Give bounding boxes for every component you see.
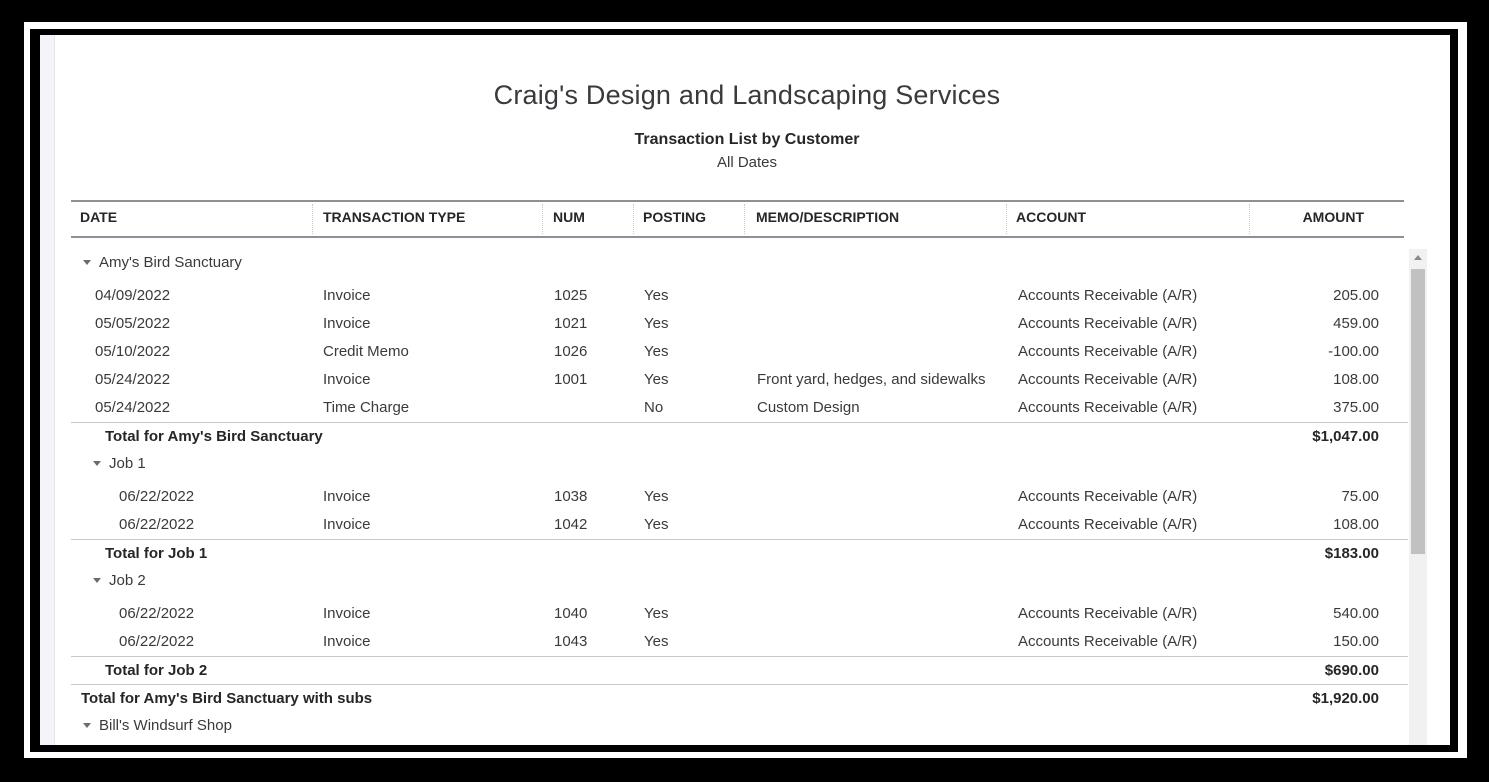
- company-name: Craig's Design and Landscaping Services: [493, 80, 1001, 110]
- total-row: [71, 540, 1408, 568]
- table-header: [71, 200, 1404, 238]
- row-date[interactable]: 05/05/2022: [95, 315, 171, 332]
- group-name: Bill's Windsurf Shop: [99, 717, 232, 734]
- row-num: 1038: [554, 488, 588, 505]
- report-title: Transaction List by Customer: [634, 131, 860, 148]
- row-posting: Yes: [644, 488, 669, 505]
- table-row[interactable]: [71, 600, 1408, 628]
- row-amount[interactable]: 108.00: [1333, 371, 1379, 388]
- row-num: 1021: [554, 315, 588, 332]
- group-header-row[interactable]: [71, 249, 1408, 277]
- row-date[interactable]: 06/22/2022: [119, 633, 195, 650]
- row-transaction-type: Invoice: [323, 287, 371, 304]
- table-row[interactable]: [71, 310, 1408, 338]
- group-toggle[interactable]: [93, 567, 146, 595]
- row-memo: Custom Design: [757, 399, 860, 416]
- column-divider[interactable]: [312, 204, 313, 234]
- table-row[interactable]: [71, 338, 1408, 366]
- row-memo: Front yard, hedges, and sidewalks: [757, 371, 986, 388]
- total-amount[interactable]: $1,047.00: [1312, 428, 1379, 445]
- total-label: Total for Job 1: [105, 545, 208, 562]
- row-posting: No: [644, 399, 664, 416]
- row-account: Accounts Receivable (A/R): [1018, 287, 1198, 304]
- row-num: 1042: [554, 516, 588, 533]
- caret-down-icon: [93, 578, 101, 583]
- grand-total-label: Total for Amy's Bird Sanctuary with subs: [81, 690, 373, 707]
- group-name: Amy's Bird Sanctuary: [99, 254, 242, 271]
- column-header-transaction-type[interactable]: TRANSACTION TYPE: [323, 209, 466, 225]
- row-amount[interactable]: 459.00: [1333, 315, 1379, 332]
- row-amount[interactable]: -100.00: [1328, 343, 1379, 360]
- table-row[interactable]: [71, 394, 1408, 422]
- caret-down-icon: [83, 723, 91, 728]
- row-date[interactable]: 06/22/2022: [119, 516, 195, 533]
- report-period: All Dates: [716, 154, 778, 171]
- row-amount[interactable]: 540.00: [1333, 605, 1379, 622]
- row-account: Accounts Receivable (A/R): [1018, 516, 1198, 533]
- column-header-num[interactable]: NUM: [553, 209, 585, 225]
- row-transaction-type: Time Charge: [323, 399, 410, 416]
- total-amount[interactable]: $690.00: [1324, 662, 1379, 679]
- row-account: Accounts Receivable (A/R): [1018, 315, 1198, 332]
- row-amount[interactable]: 205.00: [1333, 287, 1379, 304]
- caret-down-icon: [93, 461, 101, 466]
- row-transaction-type: Invoice: [323, 371, 371, 388]
- row-transaction-type: Invoice: [323, 488, 371, 505]
- grand-total-row: [71, 685, 1408, 713]
- row-date[interactable]: 05/24/2022: [95, 371, 171, 388]
- row-account: Accounts Receivable (A/R): [1018, 371, 1198, 388]
- row-num: 1043: [554, 633, 588, 650]
- table-row[interactable]: [71, 483, 1408, 511]
- vertical-scrollbar[interactable]: [1409, 249, 1427, 745]
- row-num: 1025: [554, 287, 588, 304]
- row-posting: Yes: [644, 287, 669, 304]
- column-header-date[interactable]: DATE: [80, 209, 118, 225]
- report-panel: [40, 35, 1450, 745]
- table-row[interactable]: [71, 628, 1408, 656]
- scroll-up-arrow-icon[interactable]: [1414, 255, 1422, 260]
- row-date[interactable]: 06/22/2022: [119, 605, 195, 622]
- group-header-row[interactable]: [71, 567, 1408, 595]
- column-header-memo[interactable]: MEMO/DESCRIPTION: [756, 209, 900, 225]
- group-toggle[interactable]: [83, 712, 232, 740]
- table-row[interactable]: [71, 366, 1408, 394]
- row-posting: Yes: [644, 605, 669, 622]
- column-header-posting[interactable]: POSTING: [643, 209, 707, 225]
- group-header-row[interactable]: [71, 712, 1408, 740]
- row-posting: Yes: [644, 516, 669, 533]
- row-account: Accounts Receivable (A/R): [1018, 399, 1198, 416]
- row-amount[interactable]: 75.00: [1341, 488, 1379, 505]
- row-transaction-type: Invoice: [323, 633, 371, 650]
- column-divider[interactable]: [542, 204, 543, 234]
- row-account: Accounts Receivable (A/R): [1018, 343, 1198, 360]
- total-row: [71, 657, 1408, 685]
- row-account: Accounts Receivable (A/R): [1018, 605, 1198, 622]
- group-toggle[interactable]: [93, 450, 146, 478]
- row-date[interactable]: 06/22/2022: [119, 488, 195, 505]
- column-divider[interactable]: [1249, 204, 1250, 234]
- row-transaction-type: Credit Memo: [323, 343, 409, 360]
- column-divider[interactable]: [1006, 204, 1007, 234]
- total-label: Total for Amy's Bird Sanctuary: [105, 428, 323, 445]
- row-date[interactable]: 05/24/2022: [95, 399, 171, 416]
- total-row: [71, 423, 1408, 451]
- group-name: Job 2: [109, 572, 146, 589]
- row-date[interactable]: 05/10/2022: [95, 343, 171, 360]
- table-row[interactable]: [71, 511, 1408, 539]
- row-date[interactable]: 04/09/2022: [95, 287, 171, 304]
- total-amount[interactable]: $183.00: [1324, 545, 1379, 562]
- row-amount[interactable]: 375.00: [1333, 399, 1379, 416]
- grand-total-amount[interactable]: $1,920.00: [1312, 690, 1379, 707]
- row-amount[interactable]: 150.00: [1333, 633, 1379, 650]
- caret-down-icon: [83, 260, 91, 265]
- table-row[interactable]: [71, 282, 1408, 310]
- row-account: Accounts Receivable (A/R): [1018, 633, 1198, 650]
- row-num: 1026: [554, 343, 588, 360]
- group-name: Job 1: [109, 455, 146, 472]
- column-header-amount[interactable]: AMOUNT: [1302, 209, 1364, 225]
- group-header-row[interactable]: [71, 450, 1408, 478]
- row-posting: Yes: [644, 371, 669, 388]
- row-transaction-type: Invoice: [323, 516, 371, 533]
- total-label: Total for Job 2: [105, 662, 208, 679]
- column-header-account[interactable]: ACCOUNT: [1016, 209, 1086, 225]
- row-posting: Yes: [644, 633, 669, 650]
- scrollbar-thumb[interactable]: [1411, 269, 1425, 554]
- row-transaction-type: Invoice: [323, 315, 371, 332]
- row-num: 1001: [554, 371, 588, 388]
- row-account: Accounts Receivable (A/R): [1018, 488, 1198, 505]
- row-transaction-type: Invoice: [323, 605, 371, 622]
- group-toggle[interactable]: [83, 249, 242, 277]
- row-num: 1040: [554, 605, 588, 622]
- row-posting: Yes: [644, 315, 669, 332]
- column-divider[interactable]: [744, 204, 745, 234]
- report-body: [71, 249, 1408, 745]
- column-divider[interactable]: [633, 204, 634, 234]
- row-posting: Yes: [644, 343, 669, 360]
- row-amount[interactable]: 108.00: [1333, 516, 1379, 533]
